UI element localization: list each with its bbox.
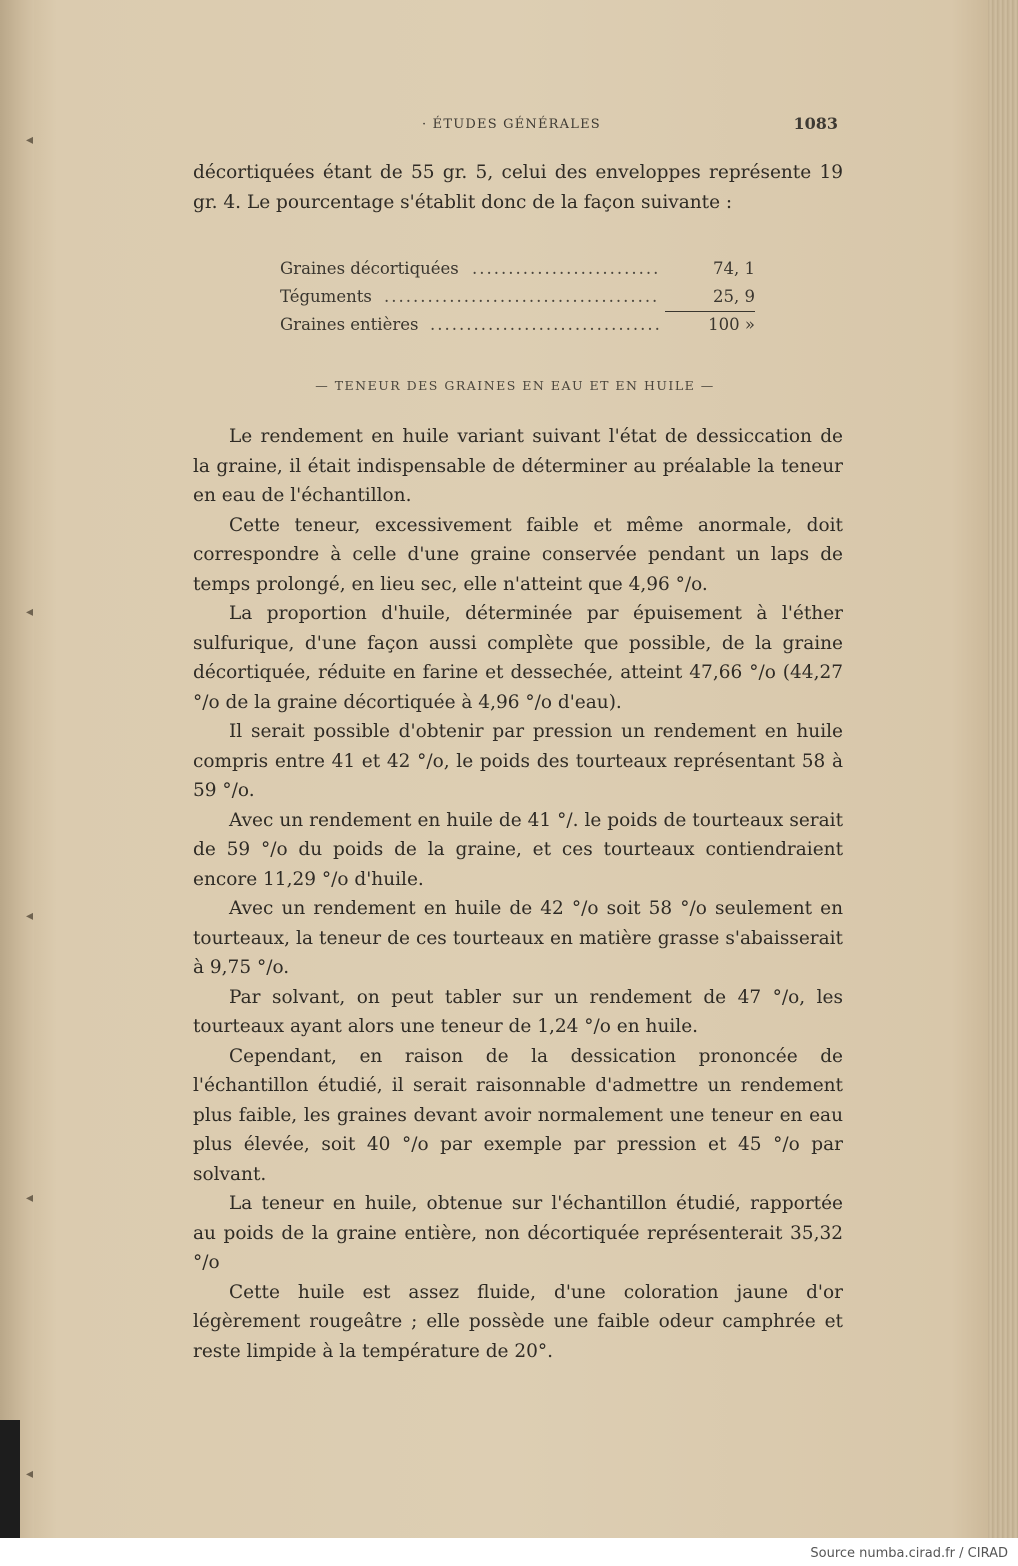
composition-table bbox=[280, 255, 755, 339]
paragraph: La proportion d'huile, déterminée par épuisement à l'éther sulfurique, d'une façon aussi complète que possible, de la graine décortiquée, réduite en farine et dessechée, atteint 47,66 °/o (44,27 °/o de la graine décortiquée à 4,96 °/o d'eau). bbox=[193, 603, 843, 713]
paragraph: Cependant, en raison de la dessication prononcée de l'échantillon étudié, il serait raisonnable d'admettre un rendement plus faible, les graines devant avoir normalement une teneur en eau plus élevée, soit 40 °/o par exemple par pression et 45 °/o par solvant. bbox=[193, 1045, 843, 1185]
paragraph: Cette huile est assez fluide, d'une coloration jaune d'or légèrement rougeâtre ; elle possède une faible odeur camphrée et reste limpide à la température de 20°. bbox=[193, 1281, 843, 1362]
stitch-mark-icon: ◂ bbox=[26, 908, 34, 924]
page-header bbox=[190, 114, 840, 137]
table-row-label: Graines décortiquées bbox=[280, 259, 459, 278]
book-spine bbox=[0, 1420, 20, 1538]
paragraph: Avec un rendement en huile de 41 °/. le poids de tourteaux serait de 59 °/o du poids de la graine, et ces tourteaux contiendraient encore 11,29 °/o d'huile. bbox=[193, 809, 843, 890]
running-title: · ÉTUDES GÉNÉRALES bbox=[422, 117, 601, 132]
table-row-label: Téguments bbox=[280, 287, 372, 306]
table-row-value: 25, 9 bbox=[713, 287, 755, 306]
table-row bbox=[280, 283, 755, 311]
intro-paragraph-block bbox=[193, 158, 843, 217]
source-credit: Source numba.cirad.fr / CIRAD bbox=[810, 1546, 1008, 1561]
table-row-label: Graines entières bbox=[280, 315, 419, 334]
body-text bbox=[193, 422, 843, 1366]
paragraph: Par solvant, on peut tabler sur un rendement de 47 °/o, les tourteaux ayant alors une teneur de 1,24 °/o en huile. bbox=[193, 986, 843, 1037]
leader-dots: .......................... bbox=[472, 259, 661, 278]
page-number: 1083 bbox=[793, 114, 838, 133]
leader-dots: ................................ bbox=[430, 315, 662, 334]
paragraph: Il serait possible d'obtenir par pression un rendement en huile compris entre 41 et 42 °/o, le poids des tourteaux représentant 58 à 59 °/o. bbox=[193, 721, 843, 801]
page-stack-edge bbox=[988, 0, 1018, 1538]
section-title: — TENEUR DES GRAINES EN EAU ET EN HUILE — bbox=[315, 378, 715, 393]
table-row-value: 74, 1 bbox=[713, 259, 755, 278]
table-row bbox=[280, 255, 755, 283]
table-row-value: 100 » bbox=[708, 315, 755, 334]
stitch-mark-icon: ◂ bbox=[26, 604, 34, 620]
binding-edge bbox=[0, 0, 34, 1538]
table-row bbox=[280, 311, 755, 339]
leader-dots: ...................................... bbox=[384, 287, 660, 306]
paragraph: La teneur en huile, obtenue sur l'échantillon étudié, rapportée au poids de la graine entière, non décortiquée représenterait 35,32 °/o bbox=[193, 1193, 843, 1273]
paragraph: Avec un rendement en huile de 42 °/o soit 58 °/o seulement en tourteaux, la teneur de ces tourteaux en matière grasse s'abaisserait à 9,75 °/o. bbox=[193, 898, 843, 978]
stitch-mark-icon: ◂ bbox=[26, 1466, 34, 1482]
paragraph: Le rendement en huile variant suivant l'état de dessiccation de la graine, il était indispensable de déterminer au préalable la teneur en eau de l'échantillon. bbox=[193, 426, 843, 506]
stitch-mark-icon: ◂ bbox=[26, 1190, 34, 1206]
intro-paragraph: décortiquées étant de 55 gr. 5, celui des enveloppes représente 19 gr. 4. Le pourcentage s'établit donc de la façon suivante : bbox=[193, 162, 843, 213]
paragraph: Cette teneur, excessivement faible et même anormale, doit correspondre à celle d'une graine conservée pendant un laps de temps prolongé, en lieu sec, elle n'atteint que 4,96 °/o. bbox=[193, 514, 843, 595]
stitch-mark-icon: ◂ bbox=[26, 132, 34, 148]
